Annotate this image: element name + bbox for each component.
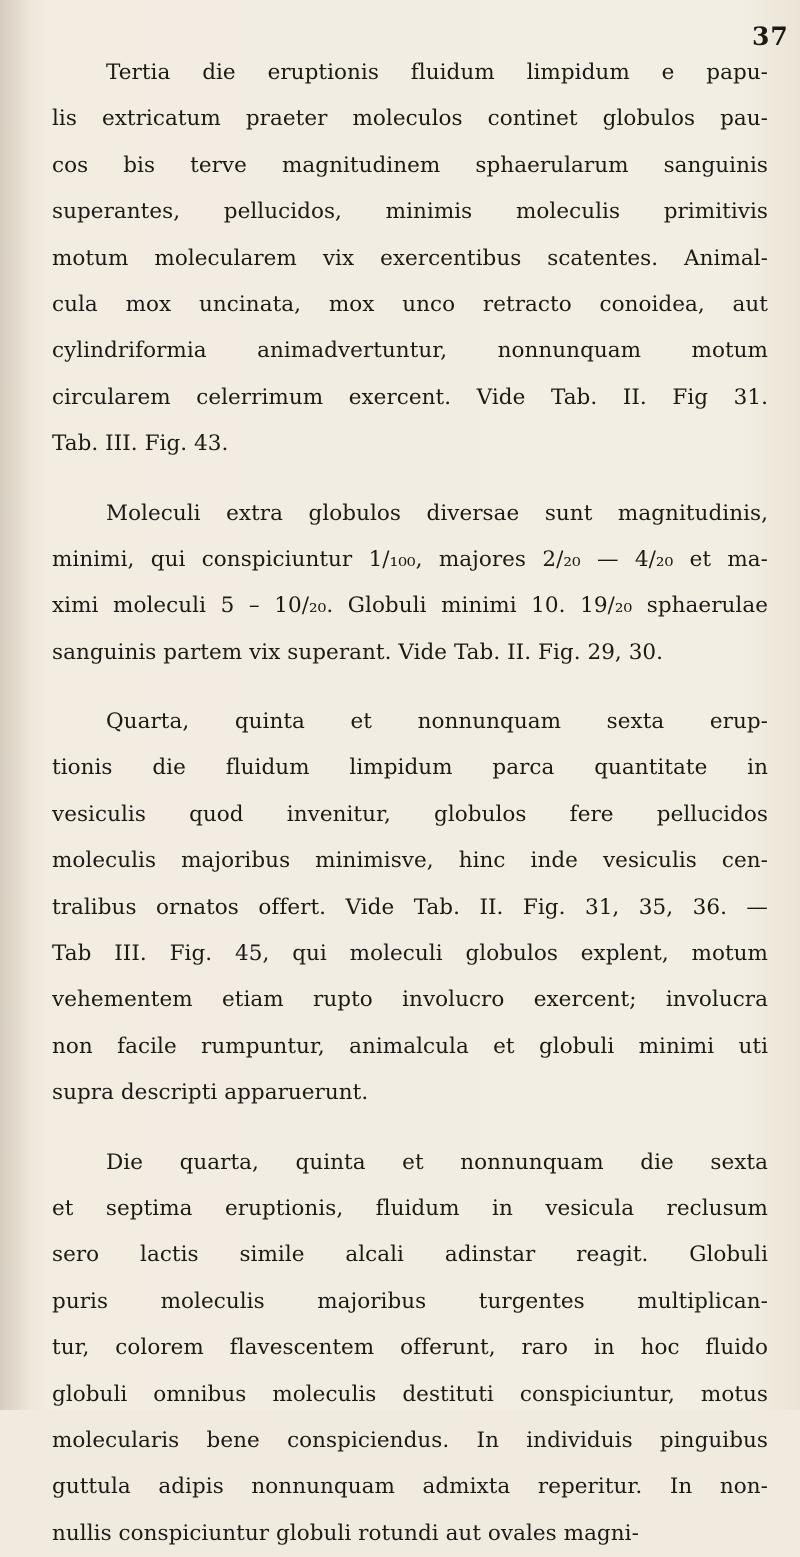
paragraph [52, 699, 768, 1117]
text-line: tralibus ornatos offert. Vide Tab. II. Fig. 31, 35, 36. — [52, 894, 768, 920]
text-line: lis extricatum praeter moleculos continet globulos pau- [52, 106, 768, 132]
text-line: molecularis bene conspiciendus. In individuis pinguibus [52, 1427, 768, 1453]
page-edge-shadow [0, 0, 30, 1410]
text-line: vehementem etiam rupto involucro exercent; involucra [52, 987, 768, 1013]
text-line: sero lactis simile alcali adinstar reagit. Globuli [52, 1242, 768, 1268]
text-line: vesiculis quod invenitur, globulos fere pellucidos [52, 801, 768, 827]
text-line: sanguinis partem vix superant. Vide Tab. II. Fig. 29, 30. [52, 639, 664, 665]
text-line: Quarta, quinta et nonnunquam sexta erup- [106, 709, 768, 735]
paragraph [52, 1140, 768, 1557]
text-line: cula mox uncinata, mox unco retracto conoidea, aut [52, 291, 768, 317]
text-line: globuli omnibus moleculis destituti conspiciuntur, motus [52, 1381, 768, 1407]
text-line: circularem celerrimum exercent. Vide Tab. II. Fig 31. [52, 384, 768, 410]
text-line: non facile rumpuntur, animalcula et globuli minimi uti [52, 1033, 768, 1059]
text-line: nullis conspiciuntur globuli rotundi aut ovales magni- [52, 1520, 639, 1546]
text-line: motum molecularem vix exercentibus scatentes. Animal- [52, 245, 768, 271]
text-line: ximi moleculi 5 – 10/₂₀. Globuli minimi 10. 19/₂₀ sphaerulae [52, 593, 768, 619]
text-line: Tab. III. Fig. 43. [52, 431, 229, 457]
text-line: guttula adipis nonnunquam admixta reperitur. In non- [52, 1474, 768, 1500]
text-line: moleculis majoribus minimisve, hinc inde vesiculis cen- [52, 848, 768, 874]
text-line: Moleculi extra globulos diversae sunt magnitudinis, [106, 500, 768, 526]
body-text [52, 50, 768, 1557]
page-number: 37 [752, 22, 789, 51]
text-line: supra descripti apparuerunt. [52, 1080, 369, 1106]
text-line: minimi, qui conspiciuntur 1/₁₀₀, majores 2/₂₀ — 4/₂₀ et ma- [52, 546, 768, 572]
text-line: tionis die fluidum limpidum parca quantitate in [52, 755, 768, 781]
text-line: Tab III. Fig. 45, qui moleculi globulos explent, motum [52, 941, 768, 967]
text-line: cos bis terve magnitudinem sphaerularum sanguinis [52, 152, 768, 178]
text-line: tur, colorem flavescentem offerunt, raro in hoc fluido [52, 1335, 768, 1361]
text-line: cylindriformia animadvertuntur, nonnunquam motum [52, 338, 768, 364]
paragraph [52, 491, 768, 677]
text-line: puris moleculis majoribus turgentes multiplican- [52, 1288, 768, 1314]
text-line: et septima eruptionis, fluidum in vesicula reclusum [52, 1195, 768, 1221]
text-line: Tertia die eruptionis fluidum limpidum e papu- [106, 60, 768, 85]
paragraph [52, 50, 768, 468]
text-line: superantes, pellucidos, minimis moleculis primitivis [52, 199, 768, 225]
text-line: Die quarta, quinta et nonnunquam die sexta [106, 1149, 768, 1175]
